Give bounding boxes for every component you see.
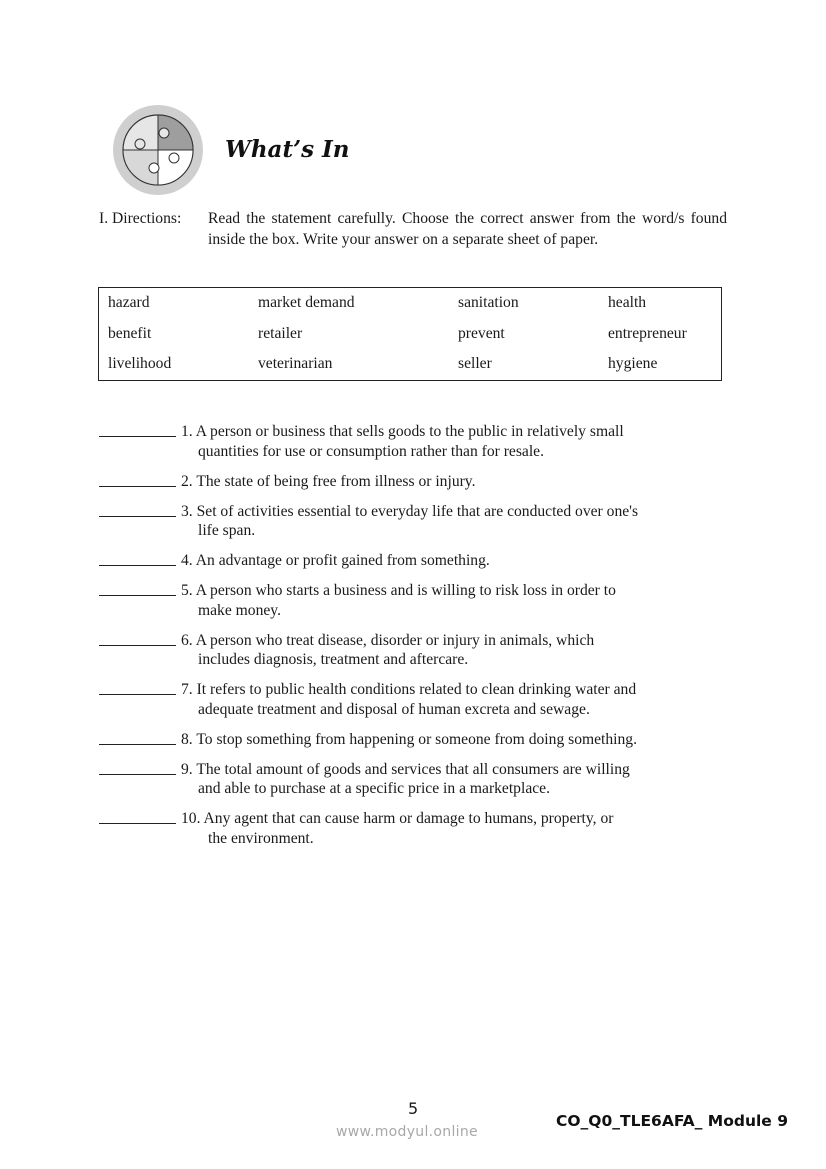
- word-box: [98, 287, 722, 381]
- puzzle-icon: [112, 104, 204, 196]
- word-option: seller: [458, 355, 492, 372]
- word-option: veterinarian: [258, 355, 333, 372]
- word-option: health: [608, 294, 647, 311]
- question-item: 10. Any agent that can cause harm or damage to humans, property, or the environment.: [99, 809, 727, 848]
- word-option: hygiene: [608, 355, 658, 372]
- directions-label: I. Directions:: [99, 210, 182, 227]
- section-title: What’s In: [225, 136, 350, 163]
- word-option: market demand: [258, 294, 355, 311]
- answer-blank[interactable]: [99, 809, 176, 824]
- directions: [99, 209, 727, 250]
- question-item: 1. A person or business that sells goods to the public in relatively small quantities for use or consumption rather than for resale.: [99, 422, 727, 461]
- answer-blank[interactable]: [99, 680, 176, 695]
- answer-blank[interactable]: [99, 631, 176, 646]
- word-option: benefit: [108, 325, 152, 342]
- section-header: [112, 104, 204, 196]
- answer-blank[interactable]: [99, 422, 176, 437]
- question-item: 6. A person who treat disease, disorder or injury in animals, which includes diagnosis, treatment and aftercare.: [99, 631, 727, 670]
- word-option: retailer: [258, 325, 303, 342]
- page-number: 5: [408, 1099, 419, 1118]
- word-option: sanitation: [458, 294, 519, 311]
- answer-blank[interactable]: [99, 551, 176, 566]
- question-item: 3. Set of activities essential to everyday life that are conducted over one's life span.: [99, 502, 727, 541]
- question-list: [99, 422, 727, 859]
- question-item: 4. An advantage or profit gained from something.: [99, 551, 727, 571]
- question-item: 5. A person who starts a business and is willing to risk loss in order to make money.: [99, 581, 727, 620]
- word-option: prevent: [458, 325, 505, 342]
- answer-blank[interactable]: [99, 760, 176, 775]
- question-item: 9. The total amount of goods and services that all consumers are willing and able to purchase at a specific price in a marketplace.: [99, 760, 727, 799]
- question-item: 7. It refers to public health conditions related to clean drinking water and adequate treatment and disposal of human excreta and sewage.: [99, 680, 727, 719]
- answer-blank[interactable]: [99, 730, 176, 745]
- question-item: 2. The state of being free from illness or injury.: [99, 472, 727, 492]
- answer-blank[interactable]: [99, 472, 176, 487]
- directions-text: Read the statement carefully. Choose the correct answer from the word/s found inside the box. Write your answer on a separate sheet of paper.: [208, 210, 727, 248]
- module-code: CO_Q0_TLE6AFA_ Module 9: [556, 1112, 788, 1130]
- word-option: livelihood: [108, 355, 172, 372]
- word-option: entrepreneur: [608, 325, 687, 342]
- watermark: www.modyul.online: [336, 1124, 478, 1140]
- answer-blank[interactable]: [99, 581, 176, 596]
- word-option: hazard: [108, 294, 150, 311]
- question-item: 8. To stop something from happening or someone from doing something.: [99, 730, 727, 750]
- answer-blank[interactable]: [99, 502, 176, 517]
